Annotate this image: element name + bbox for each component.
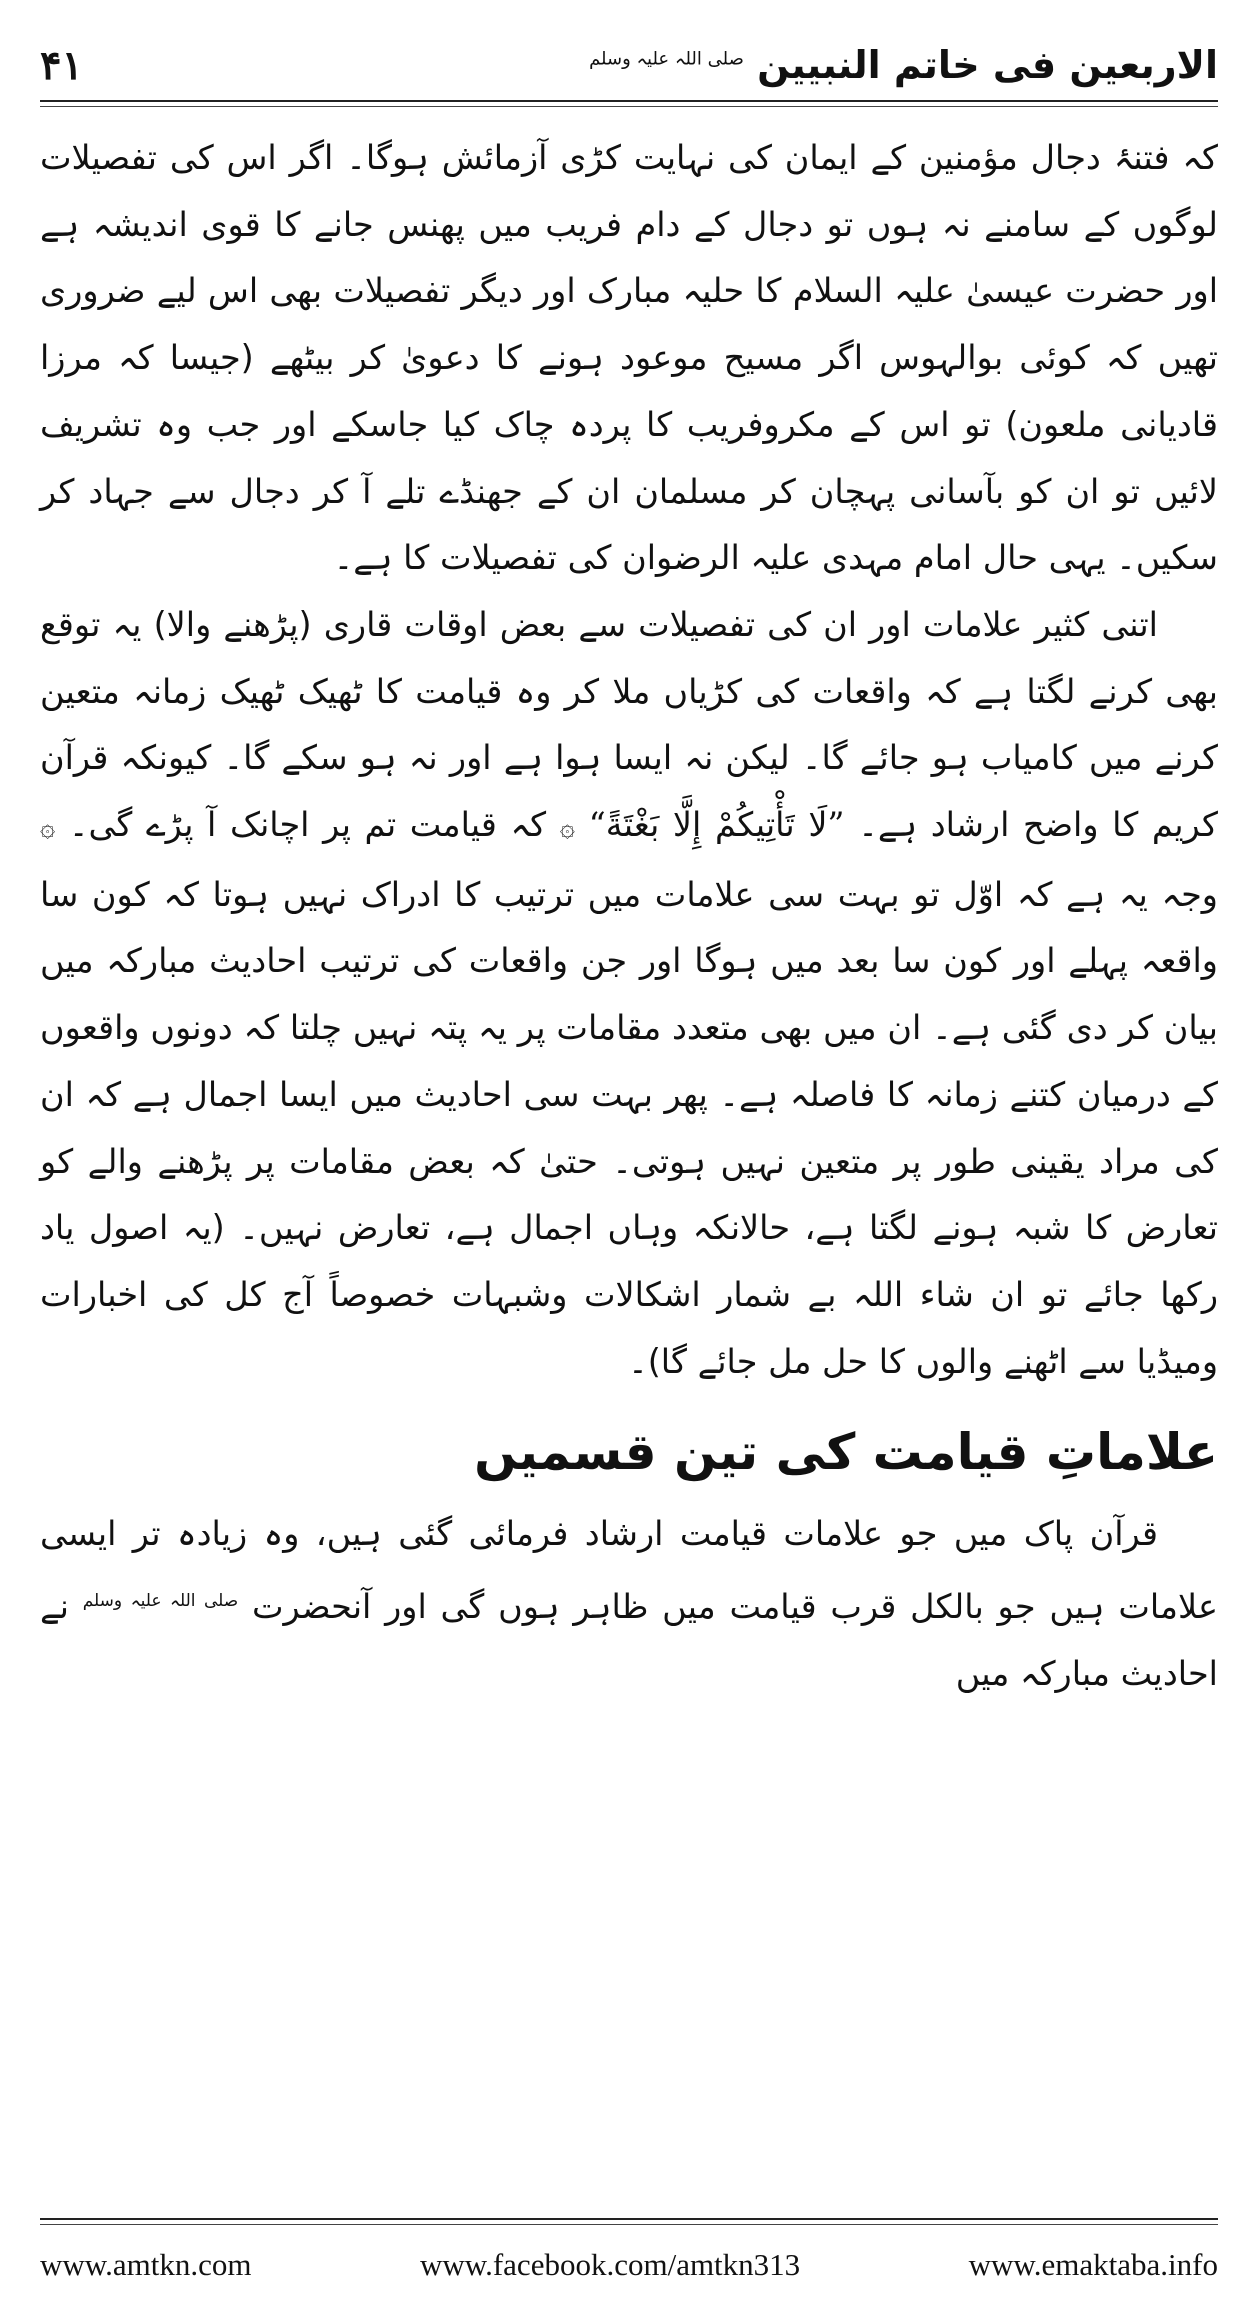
- quote-translation: کہ قیامت تم پر اچانک آ پڑے گی۔: [68, 805, 547, 845]
- page-footer: [40, 2240, 1218, 2290]
- footer-link-emaktaba[interactable]: www.emaktaba.info: [968, 2247, 1218, 2282]
- page-body: [40, 125, 1218, 1708]
- footer-divider: [40, 2218, 1218, 2220]
- paragraph-3: [40, 1501, 1218, 1707]
- footer-link-amtkn[interactable]: www.amtkn.com: [40, 2247, 252, 2282]
- running-title: [589, 43, 1218, 87]
- quran-quote: ”لَا تَأْتِيكُمْ إِلَّا بَغْتَةً“: [588, 805, 845, 845]
- header-divider: [40, 100, 1218, 102]
- paragraph-3-text-b: نے احادیث مبارکہ میں: [40, 1587, 1218, 1693]
- page-number: ۴۱: [40, 41, 83, 89]
- honorific-mark: صلی اللہ علیہ وسلم: [589, 48, 744, 70]
- running-title-text: الاربعین فی خاتم النبیین: [757, 43, 1218, 87]
- header-divider-thin: [40, 106, 1218, 107]
- page-header: [40, 30, 1218, 100]
- ornament-close: ۞: [40, 813, 56, 844]
- paragraph-2-text-a: اتنی کثیر علامات اور ان کی تفصیلات سے بعض اوقات قاری (پڑھنے والا) یہ توقع بھی کرنے لگتا ہے کہ واقعات کی کڑیاں ملا کر وہ قیامت کا ٹھیک ٹھیک زمانہ متعین کرنے میں کامیاب ہو جائے گا۔ لیکن نہ ایسا ہوا ہے اور نہ ہو سکے گا۔ کیونکہ قرآن کریم کا واضح ارشاد ہے۔: [40, 604, 1218, 845]
- paragraph-2: [40, 592, 1218, 1395]
- footer-divider-thin: [40, 2224, 1218, 2225]
- paragraph-1: کہ فتنۂ دجال مؤمنین کے ایمان کی نہایت کڑی آزمائش ہوگا۔ اگر اس کی تفصیلات لوگوں کے سامنے نہ ہوں تو دجال کے دام فریب میں پھنس جانے کا قوی اندیشہ ہے اور حضرت عیسیٰ علیہ السلام کا حلیہ مبارک اور دیگر تفصیلات بھی اس لیے ضروری تھیں کہ کوئی بوالہوس اگر مسیح موعود ہونے کا دعویٰ کر بیٹھے (جیسا کہ مرزا قادیانی ملعون) تو اس کے مکروفریب کا پردہ چاک کیا جاسکے اور جب وہ تشریف لائیں تو ان کو بآسانی پہچان کر مسلمان ان کے جھنڈے تلے آ کر دجال سے جہاد کر سکیں۔ یہی حال امام مہدی علیہ الرضوان کی تفصیلات کا ہے۔: [40, 138, 1218, 578]
- ornament-open: ۞: [559, 813, 575, 844]
- section-heading: علاماتِ قیامت کی تین قسمیں: [474, 1423, 1218, 1482]
- footer-link-facebook[interactable]: www.facebook.com/amtkn313: [419, 2247, 801, 2282]
- paragraph-3-text-a: قرآن پاک میں جو علامات قیامت ارشاد فرمائی گئی ہیں، وہ زیادہ تر ایسی علامات ہیں جو بالکل قرب قیامت میں ظاہر ہوں گی اور آنحضرت: [40, 1514, 1218, 1627]
- honorific-inline: صلی اللہ علیہ وسلم: [82, 1591, 239, 1612]
- paragraph-2-text-b: وجہ یہ ہے کہ اوّل تو بہت سی علامات میں ترتیب کا ادراک نہیں ہوتا کہ کون سا واقعہ پہلے اور کون سا بعد میں ہوگا اور جن واقعات کی ترتیب احادیث مبارکہ میں بیان کر دی گئی ہے۔ ان میں بھی متعدد مقامات پر یہ پتہ نہیں چلتا کہ دونوں واقعوں کے درمیان کتنے زمانہ کا فاصلہ ہے۔ پھر بہت سی احادیث میں ایسا اجمال ہے کہ ان کی مراد یقینی طور پر متعین نہیں ہوتی۔ حتیٰ کہ بعض مقامات پر پڑھنے والے کو تعارض کا شبہ ہونے لگتا ہے، حالانکہ وہاں اجمال ہے، تعارض نہیں۔ (یہ اصول یاد رکھا جائے تو ان شاء اللہ بے شمار اشکالات وشبہات خصوصاً آج کل کی اخبارات ومیڈیا سے اٹھنے والوں کا حل مل جائے گا)۔: [40, 874, 1218, 1381]
